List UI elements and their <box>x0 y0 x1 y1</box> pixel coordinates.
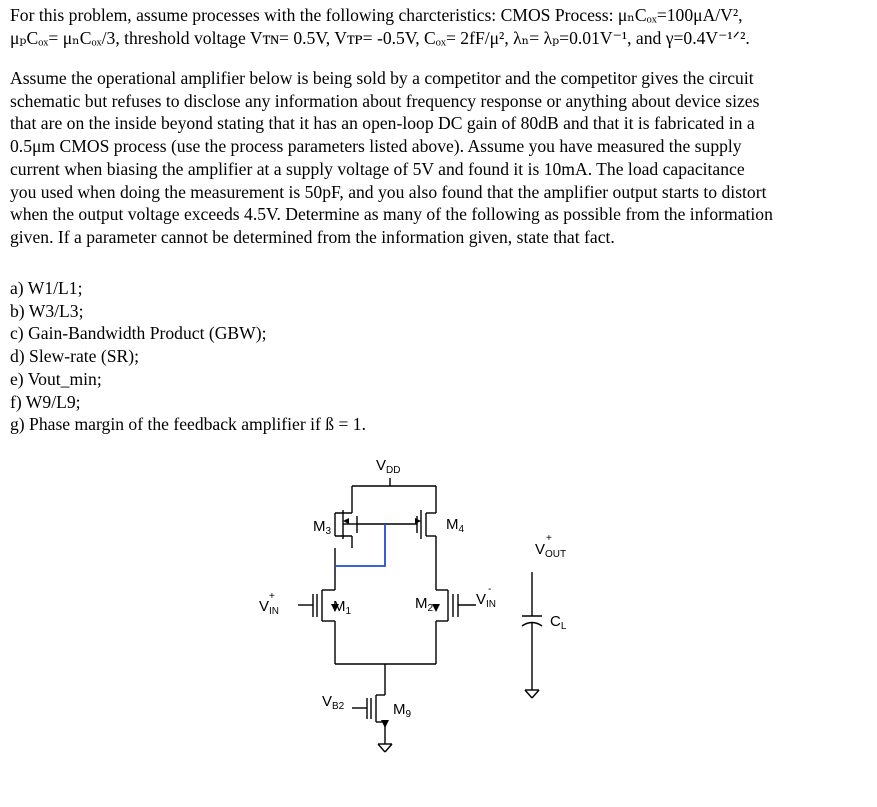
question-f: f) W9/L9; <box>10 391 81 412</box>
vout-label: $V_{OUT}$ <box>535 541 567 560</box>
m4-arrow-icon <box>415 518 421 524</box>
cl-ground-icon <box>525 690 539 698</box>
m3-transistor <box>335 486 417 548</box>
problem-line-7: when the output voltage exceeds 4.5V. Determine as many of the following as possible from the information <box>10 204 773 225</box>
m3-label: $M_3$ <box>313 518 332 537</box>
m2-transistor <box>436 590 476 664</box>
m4-label: $M_4$ <box>446 516 465 535</box>
problem-line-8: given. If a parameter cannot be determined from the information given, state that fact. <box>10 226 615 247</box>
m9-transistor <box>352 695 385 744</box>
question-a: a) W1/L1; <box>10 278 83 298</box>
problem-line-4: 0.5μm CMOS process (use the process parameters listed above). Assume you have measured the supply <box>10 136 742 157</box>
vb2-label: $V_{B2}$ <box>322 693 345 712</box>
m4-transistor <box>417 486 436 590</box>
question-e: e) Vout_min; <box>10 368 102 389</box>
question-g: g) Phase margin of the feedback amplifier if ß = 1. <box>10 414 366 435</box>
problem-line-2: schematic but refuses to disclose any information about frequency response or anything about device sizes <box>10 90 760 111</box>
header-line-2: μₚCₒₓ= μₙCₒₓ/3, threshold voltage Vᴛɴ= 0.5V, Vᴛᴘ= -0.5V, Cₒₓ= 2fF/μ², λₙ= λₚ=0.01V⁻¹, and γ=0.4V⁻¹ᐟ². <box>10 27 750 48</box>
vin-minus-label: $V_{IN}$ <box>476 591 497 610</box>
m2-label: $M_2$ <box>415 595 434 614</box>
m9-ground-icon <box>378 744 392 752</box>
m2-arrow-icon <box>432 604 440 612</box>
cl-label: $C_L$ <box>550 613 567 632</box>
vdd-label: $V_{DD}$ <box>376 457 401 476</box>
problem-line-5: current when biasing the amplifier at a supply voltage of 5V and found it is 10mA. The load capacitance <box>10 158 745 179</box>
question-d: d) Slew-rate (SR); <box>10 346 139 367</box>
vin-plus-sign: + <box>269 591 275 602</box>
question-c: c) Gain-Bandwidth Product (GBW); <box>10 323 267 344</box>
m9-arrow-icon <box>381 720 389 728</box>
m3-arrow-icon <box>343 518 349 524</box>
question-b: b) W3/L3; <box>10 300 84 321</box>
m9-label: $M_9$ <box>393 701 412 720</box>
vin-minus-sign: - <box>488 584 492 595</box>
problem-line-6: you used when doing the measurement is 50pF, and you also found that the amplifier output starts to distort <box>10 181 767 202</box>
cl-capacitor <box>522 572 542 690</box>
vout-plus-sign: + <box>546 533 552 544</box>
problem-line-3: that are on the inside beyond stating that it has an open-loop DC gain of 80dB and that it is fabricated in a <box>10 113 755 134</box>
vin-plus-label: $V_{IN}$ <box>259 598 280 617</box>
header-line-1: For this problem, assume processes with the following charcteristics: CMOS Process: μₙCₒₓ=100μA/V², <box>10 5 743 25</box>
m1-label: $M_1$ <box>333 598 352 617</box>
problem-line-1: Assume the operational amplifier below is being sold by a competitor and the competitor gives the circuit <box>10 68 754 88</box>
m1-transistor <box>298 548 335 664</box>
